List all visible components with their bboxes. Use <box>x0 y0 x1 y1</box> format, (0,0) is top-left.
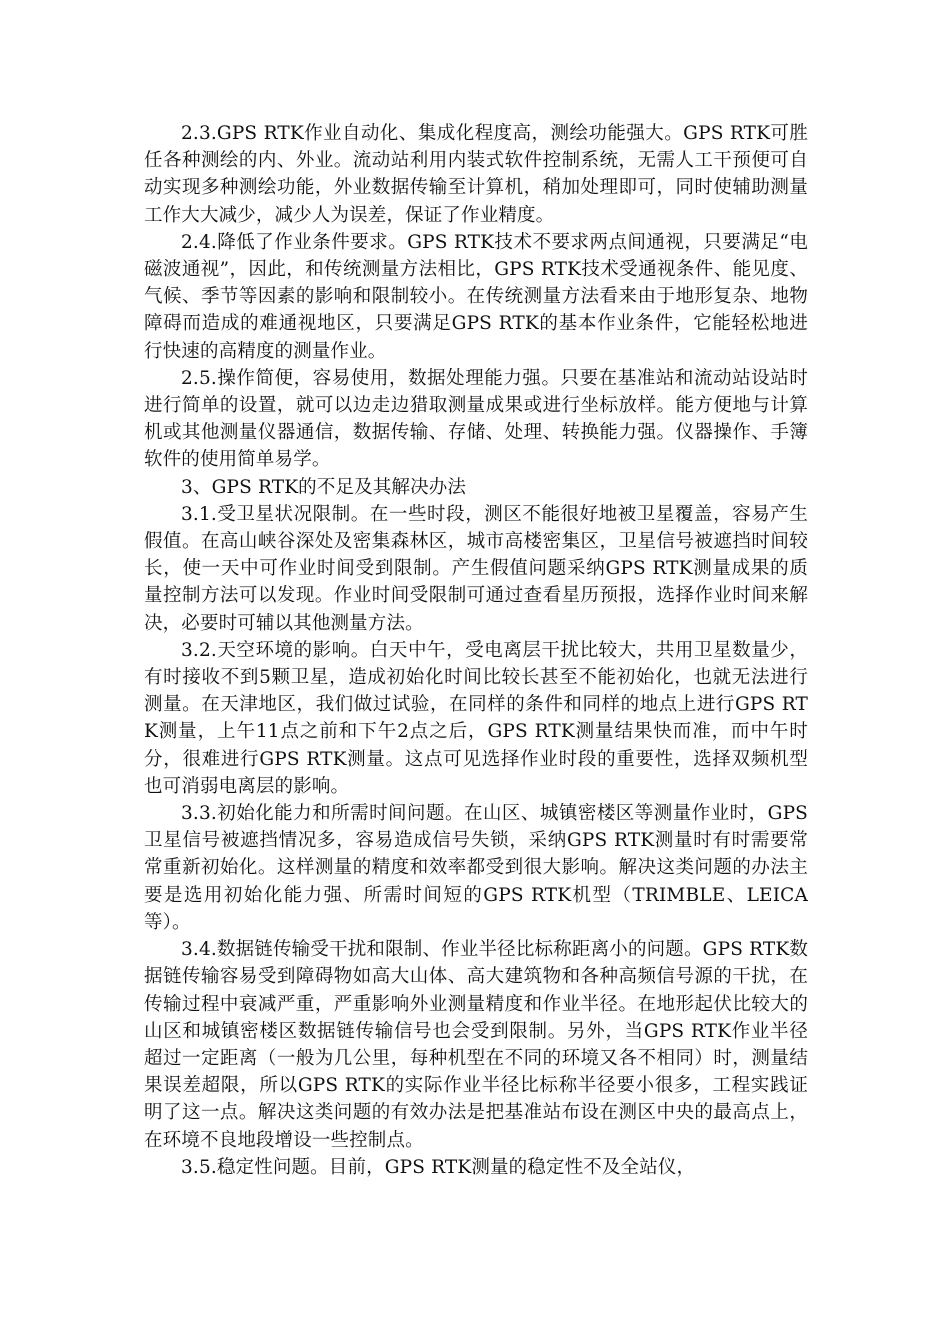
paragraph-3-5-stability: 3.5.稳定性问题。目前，GPS RTK测量的稳定性不及全站仪， <box>181 1156 696 1178</box>
paragraph-3-1-satellite: 3.1.受卫星状况限制。在一些时段，测区不能很好地被卫星覆盖，容易产生假值。在高山峡谷深处及密集森林区，城市高楼密集区，卫星信号被遮挡时间较长，使一天中可作业时间受到限制。产生假值问题采纳GPS RTK测量成果的质量控制方法可以发现。作业时间受限制可通过查看星历预报，选择作业时间来解决，必要时可辅以其他测量方法。 <box>144 503 808 634</box>
paragraph-2-4-requirements: 2.4.降低了作业条件要求。GPS RTK技术不要求两点间通视，只要满足“电磁波通视”，因此，和传统测量方法相比，GPS RTK技术受通视条件、能见度、气候、季节等因素的影响和限制较小。在传统测量方法看来由于地形复杂、地物障碍而造成的难通视地区，只要满足GPS RTK的基本作业条件，它能轻松地进行快速的高精度的测量作业。 <box>144 231 808 362</box>
paragraph-3-4-data-link: 3.4.数据链传输受干扰和限制、作业半径比标称距离小的问题。GPS RTK数据链传输容易受到障碍物如高大山体、高大建筑物和各种高频信号源的干扰，在传输过程中衰减严重，严重影响外业测量精度和作业半径。在地形起伏比较大的山区和城镇密楼区数据链传输信号也会受到限制。另外，当GPS RTK作业半径超过一定距离（一般为几公里，每种机型在不同的环境又各不相同）时，测量结果误差超限，所以GPS RTK的实际作业半径比标称半径要小很多，工程实践证明了这一点。解决这类问题的有效办法是把基准站布设在测区中央的最高点上，在环境不良地段增设一些控制点。 <box>144 939 808 1151</box>
paragraph-3-2-sky-environment: 3.2.天空环境的影响。白天中午，受电离层干扰比较大，共用卫星数量少，有时接收不到5颗卫星，造成初始化时间比较长甚至不能初始化，也就无法进行测量。在天津地区，我们做过试验，在同样的条件和同样的地点上进行GPS RTK测量，上午11点之前和下午2点之后，GPS RTK测量结果快而准，而中午时分，很难进行GPS RTK测量。这点可见选择作业时段的重要性，选择双频机型也可消弱电离层的影响。 <box>144 639 808 797</box>
paragraph-2-5-operation: 2.5.操作简便，容易使用，数据处理能力强。只要在基准站和流动站设站时进行简单的设置，就可以边走边猎取测量成果或进行坐标放样。能方便地与计算机或其他测量仪器通信，数据传输、存储、处理、转换能力强。仪器操作、手簿软件的使用简单易学。 <box>144 367 808 471</box>
section-heading-3: 3、GPS RTK的不足及其解决办法 <box>181 476 467 498</box>
document-page <box>144 120 808 1181</box>
paragraph-3-3-initialization: 3.3.初始化能力和所需时间问题。在山区、城镇密楼区等测量作业时，GPS卫星信号被遮挡情况多，容易造成信号失锁，采纳GPS RTK测量时有时需要常常重新初始化。这样测量的精度和效率都受到很大影响。解决这类问题的办法主要是选用初始化能力强、所需时间短的GPS RTK机型（TRIMBLE、LEICA等）。 <box>144 803 808 933</box>
paragraph-2-3-automation: 2.3.GPS RTK作业自动化、集成化程度高，测绘功能强大。GPS RTK可胜任各种测绘的内、外业。流动站利用内装式软件控制系统，无需人工干预便可自动实现多种测绘功能，外业数据传输至计算机，稍加处理即可，同时使辅助测量工作大大减少，减少人为误差，保证了作业精度。 <box>144 123 808 226</box>
